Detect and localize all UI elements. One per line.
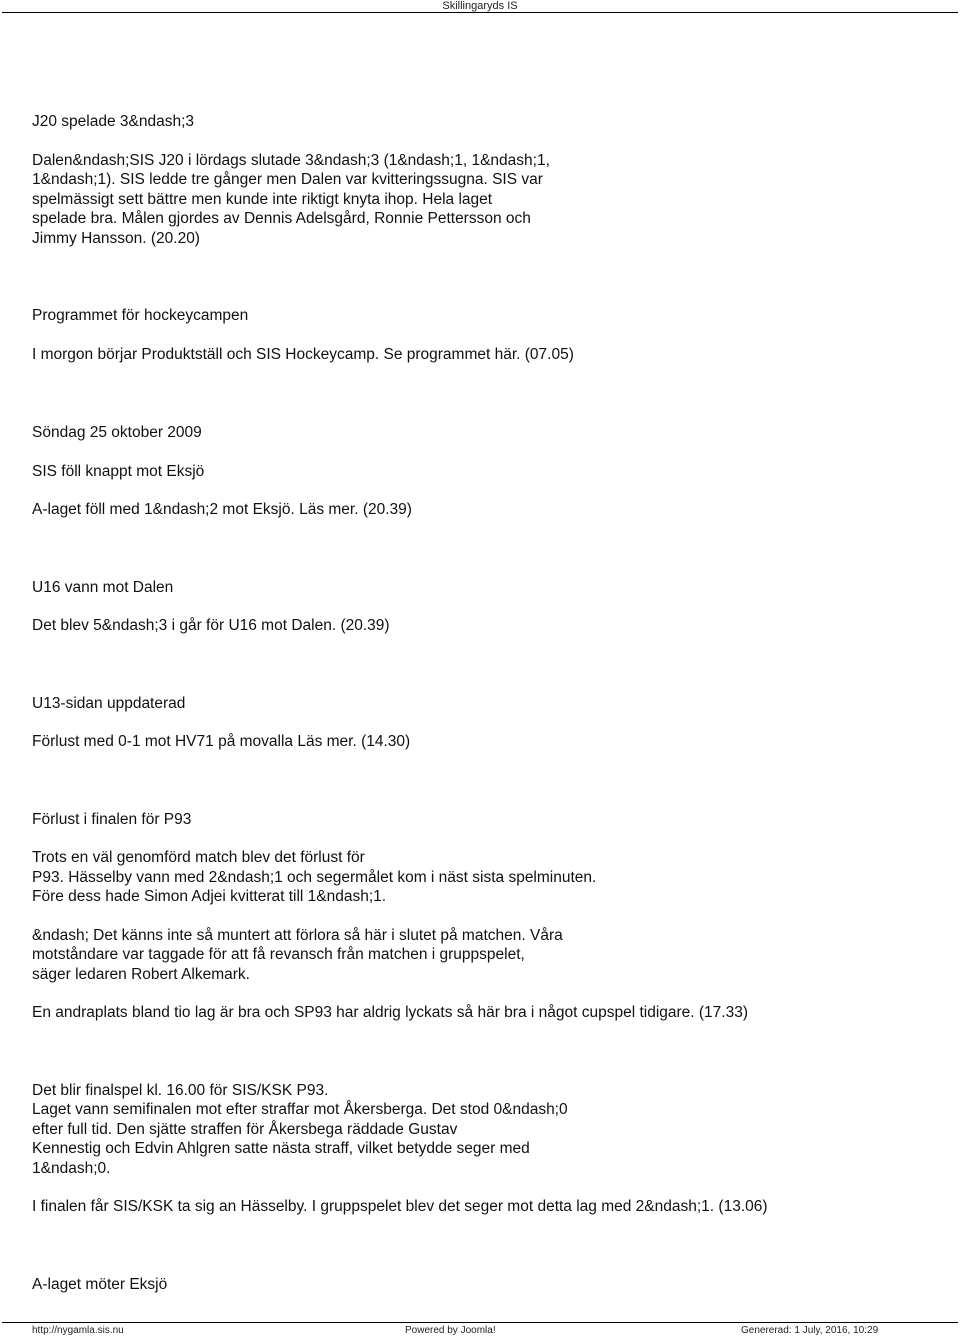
article-body-final-2: I finalen får SIS/KSK ta sig an Hässelby. I gruppspelet blev det seger mot detta lag med 2&ndash;1. (13.06) bbox=[32, 1198, 768, 1215]
article-title-u13: U13-sidan uppdaterad bbox=[32, 694, 186, 712]
article-title-u16: U16 vann mot Dalen bbox=[32, 578, 174, 596]
article-title-alaget: A-laget möter Eksjö bbox=[32, 1275, 168, 1293]
article-body-eksjo: A-laget föll med 1&ndash;2 mot Eksjö. Läs mer. (20.39) bbox=[32, 501, 412, 518]
article-title-eksjo: SIS föll knappt mot Eksjö bbox=[32, 462, 205, 480]
article-body-j20: Dalen&ndash;SIS J20 i lördags slutade 3&ndash;3 (1&ndash;1, 1&ndash;1, 1&ndash;1). SIS ledde tre gånger men Dalen var kvitteringssugna. SIS var spelmässigt sett bättre men kunde inte riktigt knyta ihop. Hela laget spelade bra. Målen gjordes av Dennis Adelsgård, Ronnie Pettersson och Jimmy Hansson. (20.20) bbox=[32, 151, 550, 247]
article-body-p93-1: Trots en väl genomförd match blev det förlust för P93. Hässelby vann med 2&ndash;1 och segermålet kom i näst sista spelminuten. Före dess hade Simon Adjei kvitterat till 1&ndash;1. bbox=[32, 849, 597, 905]
footer-generated: Genererad: 1 July, 2016, 10:29 bbox=[741, 1325, 879, 1336]
news-content bbox=[32, 112, 932, 1294]
date-heading: Söndag 25 oktober 2009 bbox=[32, 424, 202, 441]
article-body-p93-3: En andraplats bland tio lag är bra och SP93 har aldrig lyckats så här bra i något cupspel tidigare. (17.33) bbox=[32, 1004, 749, 1021]
article-body-camp: I morgon börjar Produktställ och SIS Hockeycamp. Se programmet här. (07.05) bbox=[32, 345, 574, 363]
article-title-camp: Programmet för hockeycampen bbox=[32, 307, 249, 324]
page-header bbox=[0, 0, 960, 12]
article-body-p93-2: &ndash; Det känns inte så muntert att förlora så här i slutet på matchen. Våra motståndare var taggade för att få revansch från matchen i gruppspelet, säger ledaren Robert Alkemark. bbox=[32, 926, 563, 983]
footer-url-link[interactable]: http://nygamla.sis.nu bbox=[32, 1325, 124, 1336]
footer-powered-link[interactable]: Powered by Joomla! bbox=[405, 1325, 496, 1336]
site-title: Skillingaryds IS bbox=[442, 0, 518, 12]
article-title-j20: J20 spelade 3&ndash;3 bbox=[32, 113, 195, 130]
article-body-u13: Förlust med 0-1 mot HV71 på movalla Läs mer. (14.30) bbox=[32, 733, 411, 750]
article-title-p93: Förlust i finalen för P93 bbox=[32, 810, 192, 828]
article-body-final-1: Det blir finalspel kl. 16.00 för SIS/KSK P93. Laget vann semifinalen mot efter straffar mot Åkersberga. Det stod 0&ndash;0 efter full tid. Den sjätte straffen för Åkersbega räddade Gustav Kennestig och Edvin Ahlgren satte nästa straff, vilket betydde seger med 1&ndash;0. bbox=[32, 1081, 568, 1177]
header-divider bbox=[2, 12, 958, 13]
footer-divider bbox=[2, 1322, 958, 1323]
article-body-u16: Det blev 5&ndash;3 i går för U16 mot Dalen. (20.39) bbox=[32, 617, 390, 634]
